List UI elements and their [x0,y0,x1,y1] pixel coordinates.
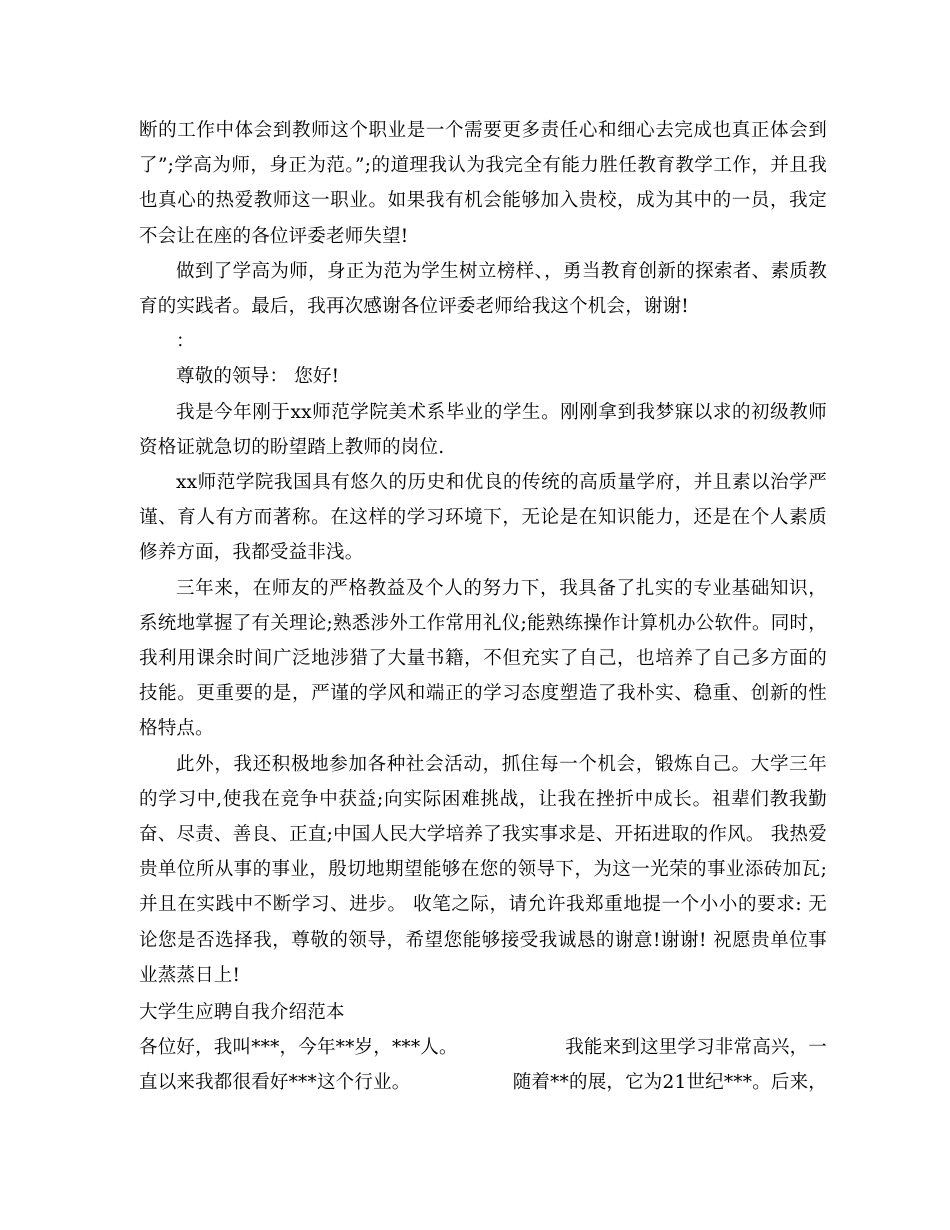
intro-line-2 [139,1065,827,1100]
paragraph-5: 我是今年刚于xx师范学院美术系毕业的学生。刚刚拿到我梦寐以求的初级教师资格证就急切的盼望踏上教师的岗位. [139,401,827,458]
intro-line-1 [139,1030,827,1065]
section-title: 大学生应聘自我介绍范本 [139,1002,345,1024]
intro-line-1-left: 各位好，我叫***，今年**岁，***人。 [139,1037,458,1059]
paragraph-8: 此外，我还积极地参加各种社会活动，抓住每一个机会，锻炼自己。大学三年的学习中,使我在竞争中获益;向实际困难挑战，让我在挫折中成长。祖辈们教我勤奋、尽责、善良、正直;中国人民大学培养了我实事求是、开拓进取的作风。 我热爱贵单位所从事的事业，殷切地期望能够在您的领导下，为这一光荣的事业添砖加瓦;并且在实践中不断学习、进步。 收笔之际，请允许我郑重地提一个小小的要求: 无论您是否选择我，尊敬的领导，希望您能够接受我诚恳的谢意!谢谢! 祝愿贵单位事业蒸蒸日上! [139,753,827,986]
paragraph-1: 断的工作中体会到教师这个职业是一个需要更多责任心和细心去完成也真正体会到了”;学高为师，身正为范。”;的道理我认为我完全有能力胜任教育教学工作，并且我也真心的热爱教师这一职业。如果我有机会能够加入贵校，成为其中的一员，我定不会让在座的各位评委老师失望! [139,120,827,247]
paragraph-3: ： [176,331,195,353]
greeting-line: 尊敬的领导： 您好! [176,366,340,388]
paragraph-7: 三年来，在师友的严格教益及个人的努力下，我具备了扎实的专业基础知识，系统地掌握了有关理论;熟悉涉外工作常用礼仪;能熟练操作计算机办公软件。同时，我利用课余时间广泛地涉猎了大量书籍，不但充实了自己，也培养了自己多方面的技能。更重要的是，严谨的学风和端正的学习态度塑造了我朴实、稳重、创新的性格特点。 [139,577,827,740]
paragraph-2: 做到了学高为师，身正为范为学生树立榜样、，勇当教育创新的探索者、素质教育的实践者。最后，我再次感谢各位评委老师给我这个机会，谢谢! [139,260,827,318]
intro-line-2-right: 随着**的展，它为21世纪***。后来， [512,1072,827,1094]
paragraph-6: xx师范学院我国具有悠久的历史和优良的传统的高质量学府，并且素以治学严谨、育人有方而著称。在这样的学习环境下，无论是在知识能力，还是在个人素质修养方面，我都受益非浅。 [139,472,827,564]
intro-line-2-left: 直以来我都很看好***这个行业。 [139,1072,411,1094]
intro-line-1-right: 我能来到这里学习非常高兴，一 [565,1037,827,1059]
document-body [139,113,827,1101]
